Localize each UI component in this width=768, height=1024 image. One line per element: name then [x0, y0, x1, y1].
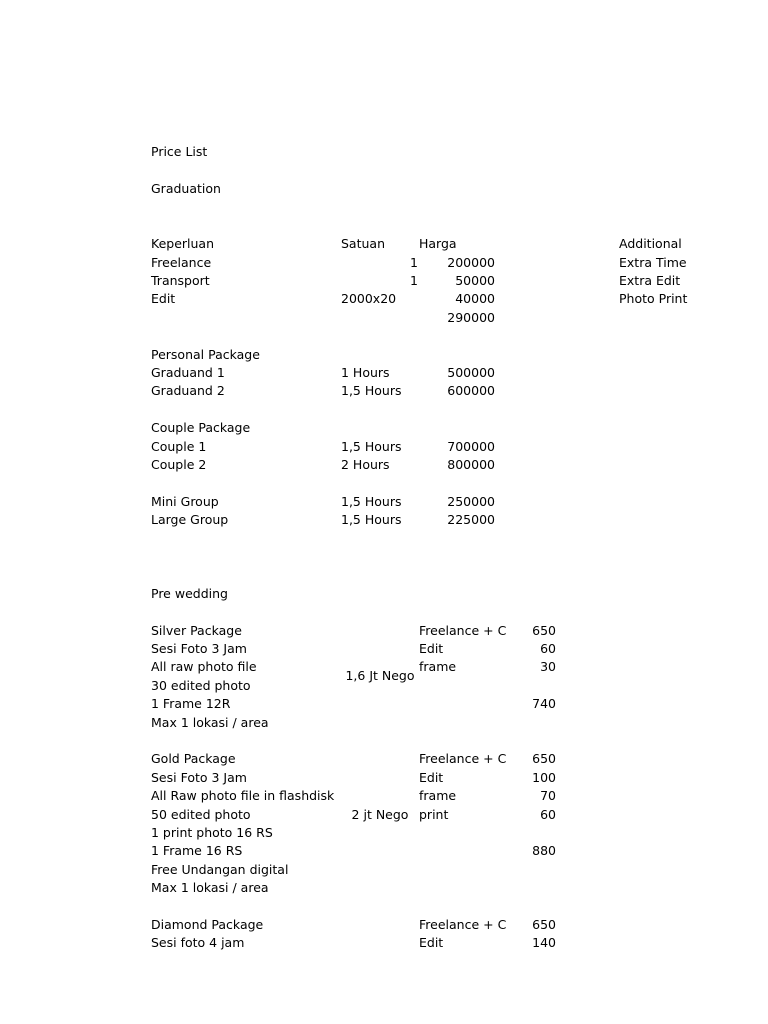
gold-line: 1 Frame 16 RS: [151, 843, 243, 858]
group-row-harga: 225000: [447, 512, 495, 527]
gold-cost-item: frame: [419, 788, 457, 803]
silver-price: 1,6 Jt Nego: [345, 668, 415, 683]
base-harga: 50000: [455, 273, 495, 288]
package-row-harga: 800000: [447, 457, 495, 472]
group-row-satuan: 1,5 Hours: [341, 512, 402, 527]
package-row-harga: 500000: [447, 365, 495, 380]
diamond-cost-item: Freelance + C: [419, 917, 507, 932]
silver-line: 30 edited photo: [151, 678, 251, 693]
base-harga: 40000: [455, 291, 495, 306]
gold-cost-item: Edit: [419, 770, 444, 785]
gold-cost-item: Freelance + C: [419, 751, 507, 766]
diamond-cost-value: 140: [532, 935, 556, 950]
package-row-satuan: 1,5 Hours: [341, 439, 402, 454]
group-row-harga: 250000: [447, 494, 495, 509]
additional-item: Extra Edit: [619, 273, 681, 288]
package-row-harga: 600000: [447, 383, 495, 398]
package-row-satuan: 2 Hours: [341, 457, 390, 472]
silver-cost-item: frame: [419, 659, 457, 674]
package-row-harga: 700000: [447, 439, 495, 454]
base-harga: 200000: [447, 255, 495, 270]
silver-line: 1 Frame 12R: [151, 696, 231, 711]
group-row-satuan: 1,5 Hours: [341, 494, 402, 509]
diamond-cost-value: 650: [532, 917, 556, 932]
silver-total: 740: [532, 696, 556, 711]
silver-cost-item: Freelance + C: [419, 623, 507, 638]
diamond-line: Sesi foto 4 jam: [151, 935, 245, 950]
gold-cost-value: 70: [540, 788, 556, 803]
base-name: Transport: [151, 273, 210, 288]
gold-cost-value: 650: [532, 751, 556, 766]
base-satuan: 2000x20: [341, 291, 397, 306]
package-row-name: Graduand 2: [151, 383, 225, 398]
gold-line: Max 1 lokasi / area: [151, 880, 269, 895]
section-prewedding: Pre wedding: [151, 586, 228, 601]
base-satuan: 1: [410, 273, 418, 288]
base-name: Freelance: [151, 255, 212, 270]
gold-price: 2 jt Nego: [351, 807, 409, 822]
header-satuan: Satuan: [341, 236, 386, 251]
diamond-line: Diamond Package: [151, 917, 264, 932]
group-row-name: Large Group: [151, 512, 229, 527]
silver-line: Sesi Foto 3 Jam: [151, 641, 247, 656]
header-additional: Additional: [619, 236, 682, 251]
silver-cost-item: Edit: [419, 641, 444, 656]
silver-line: Max 1 lokasi / area: [151, 715, 269, 730]
gold-line: All Raw photo file in flashdisk: [151, 788, 335, 803]
additional-item: Photo Print: [619, 291, 688, 306]
gold-cost-item: print: [419, 807, 449, 822]
couple-package-title: Couple Package: [151, 420, 251, 435]
gold-line: Sesi Foto 3 Jam: [151, 770, 247, 785]
diamond-cost-item: Edit: [419, 935, 444, 950]
package-row-name: Graduand 1: [151, 365, 225, 380]
header-harga: Harga: [419, 236, 457, 251]
package-row-satuan: 1 Hours: [341, 365, 390, 380]
base-total: 290000: [447, 310, 495, 325]
silver-cost-value: 30: [540, 659, 556, 674]
gold-cost-value: 60: [540, 807, 556, 822]
gold-line: 1 print photo 16 RS: [151, 825, 273, 840]
silver-cost-value: 650: [532, 623, 556, 638]
personal-package-title: Personal Package: [151, 347, 260, 362]
silver-line: All raw photo file: [151, 659, 257, 674]
silver-cost-value: 60: [540, 641, 556, 656]
additional-item: Extra Time: [619, 255, 687, 270]
package-row-name: Couple 2: [151, 457, 207, 472]
gold-total: 880: [532, 843, 556, 858]
page-title: Price List: [151, 144, 208, 159]
base-name: Edit: [151, 291, 176, 306]
group-row-name: Mini Group: [151, 494, 219, 509]
gold-line: Gold Package: [151, 751, 236, 766]
gold-line: 50 edited photo: [151, 807, 251, 822]
gold-cost-value: 100: [532, 770, 556, 785]
silver-line: Silver Package: [151, 623, 242, 638]
package-row-name: Couple 1: [151, 439, 207, 454]
header-keperluan: Keperluan: [151, 236, 215, 251]
section-graduation: Graduation: [151, 181, 221, 196]
gold-line: Free Undangan digital: [151, 862, 289, 877]
package-row-satuan: 1,5 Hours: [341, 383, 402, 398]
base-satuan: 1: [410, 255, 418, 270]
